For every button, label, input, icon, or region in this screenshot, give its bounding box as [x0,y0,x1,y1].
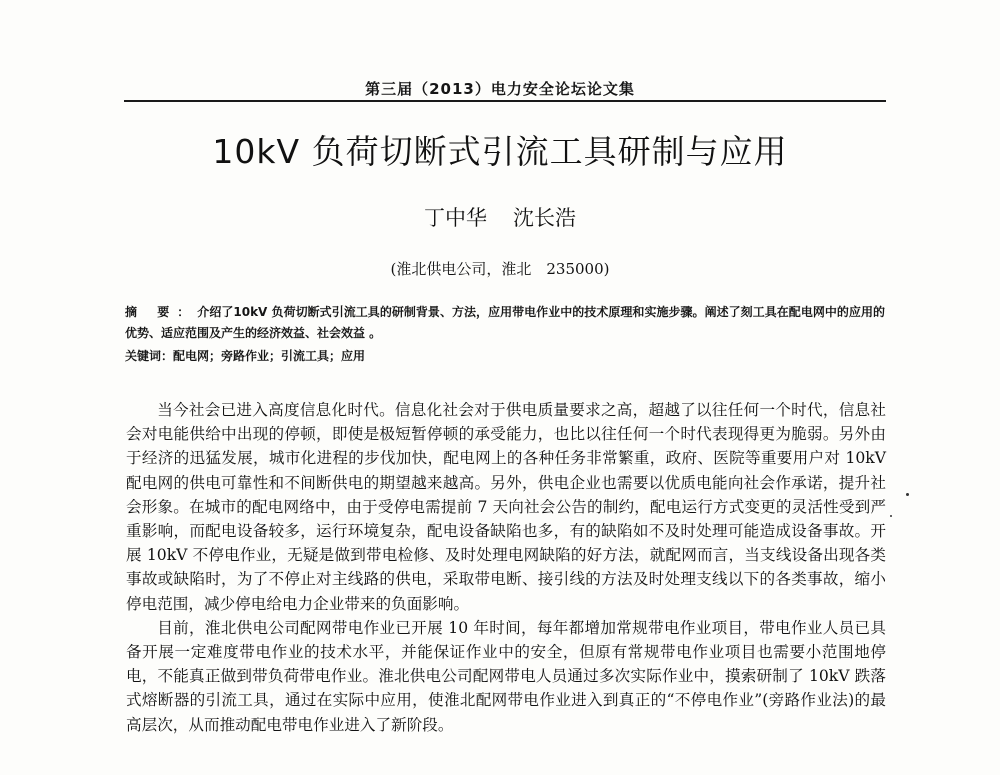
paper-title: 10kV 负荷切断式引流工具研制与应用 [212,132,788,171]
keywords-text: 配电网；旁路作业；引流工具；应用 [173,349,366,363]
scan-speck [890,515,892,517]
abstract-label: 摘 要： [125,305,198,319]
body-paragraph: 当今社会已进入高度信息化时代。信息化社会对于供电质量要求之高，超越了以往任何一个时代，信息社会对电能供给中出现的停顿，即使是极短暂停顿的承受能力，也比以往任何一个时代表现得更为脆弱。另外由于经济的迅猛发展，城市化进程的步伐加快，配电网上的各种任务非常繁重，政府、医院等重要用户对 10kV 配电网的供电可靠性和不间断供电的期望越来越高。另外，供电企业也需要以优质电能向社会作承诺，提升社会形象。在城市的配电网络中，由于受停电需提前 7 天向社会公告的制约，配电运行方式变更的灵活性受到严重影响，而配电设备较多，运行环境复杂，配电设备缺陷也多，有的缺陷如不及时处理可能造成设备事故。开展 10kV 不停电作业，无疑是做到带电检修、及时处理电网缺陷的好方法，就配网而言，当支线设备出现各类事故或缺陷时，为了不停止对主线路的供电，采取带电断、接引线的方法及时处理支线以下的各类事故，缩小停电范围，减少停电给电力企业带来的负面影响。 [126,401,886,613]
abstract-text: 介绍了10kV 负荷切断式引流工具的研制背景、方法，应用带电作业中的技术原理和实施步骤。阐述了刻工具在配电网中的应用的优势、适应范围及产生的经济效益、社会效益 。 [125,305,885,340]
scan-speck [906,493,909,496]
body-text [126,398,886,737]
keywords-label: 关键词： [125,349,174,363]
body-paragraph: 目前，淮北供电公司配网带电作业已开展 10 年时间，每年都增加常规带电作业项目，带电作业人员已具备开展一定难度带电作业的技术水平，并能保证作业中的安全，但原有常规带电作业项目也需要小范围地停电，不能真正做到带负荷带电作业。淮北供电公司配网带电人员通过多次实际作业中，摸索研制了 10kV 跌落式熔断器的引流工具，通过在实际中应用，使淮北配网带电作业进入到真正的“不停电作业”(旁路作业法)的最高层次，从而推动配电带电作业进入了新阶段。 [126,618,886,734]
author-name: 丁中华 [424,206,487,230]
author-affiliation: (淮北供电公司，淮北 235000) [390,260,610,278]
header-rule [124,100,886,102]
keywords [125,346,885,366]
abstract [125,302,885,344]
running-header: 第三届（2013）电力安全论坛论文集 [365,80,635,98]
author-list [0,202,1000,232]
author-name: 沈长浩 [513,206,576,230]
